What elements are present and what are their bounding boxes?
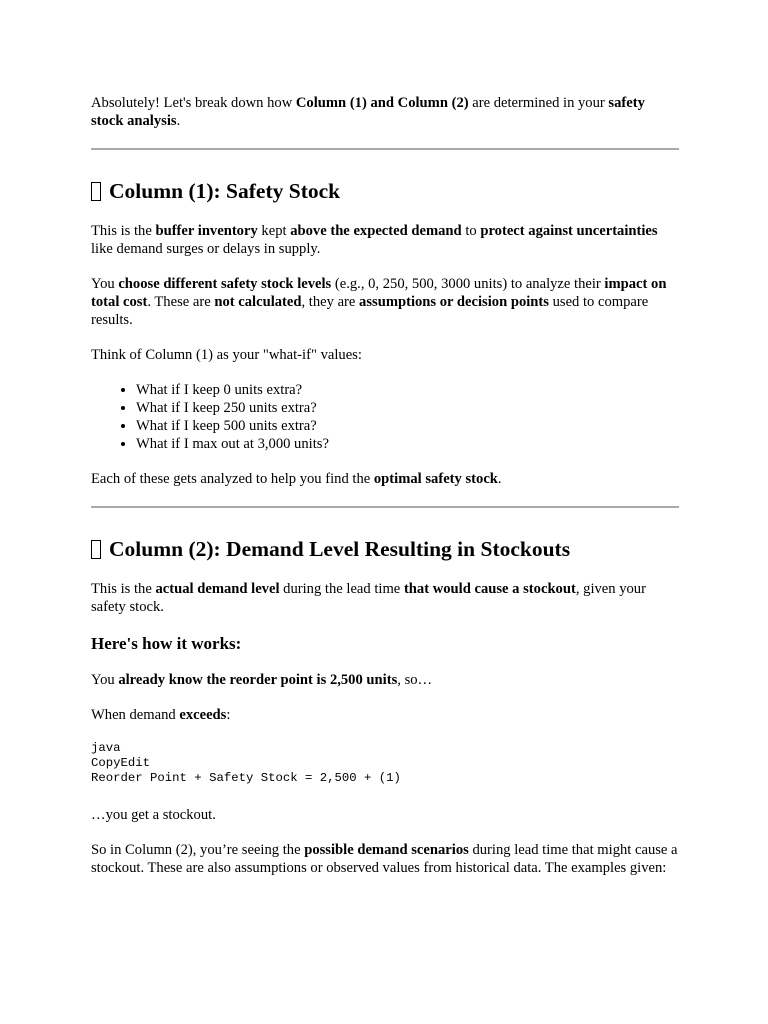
- text: Absolutely! Let's break down how: [91, 95, 296, 111]
- bold-text: possible demand scenarios: [304, 842, 469, 858]
- text: kept: [257, 223, 291, 239]
- text: So in Column (2), you’re seeing the: [91, 842, 305, 858]
- text: . These are: [147, 294, 215, 310]
- bold-text: protect against uncertainties: [480, 223, 658, 239]
- text: .: [176, 113, 181, 129]
- text: are determined in your: [468, 95, 609, 111]
- bold-text: optimal safety stock: [373, 471, 498, 487]
- list-item: • What if I keep 250 units extra?: [136, 399, 679, 417]
- what-if-list: [91, 381, 679, 453]
- bold-text: exceeds: [179, 707, 227, 723]
- text: :: [226, 707, 231, 723]
- text: This is the: [91, 581, 156, 597]
- text: like demand surges or delays in supply.: [91, 241, 321, 257]
- text: When demand: [91, 707, 180, 723]
- paragraph: [91, 222, 679, 258]
- paragraph: [91, 470, 679, 488]
- paragraph: Think of Column (1) as your "what-if" values:: [91, 347, 362, 363]
- code-line: Reorder Point + Safety Stock = 2,500 + (1): [91, 771, 401, 785]
- bold-text: that would cause a stockout: [403, 581, 576, 597]
- text: used to compare results.: [91, 294, 649, 328]
- paragraph: [91, 580, 679, 616]
- text: (e.g., 0, 250, 500, 3000 units) to analyze their: [331, 276, 605, 292]
- paragraph: [91, 671, 679, 689]
- section-heading-column-2: [91, 536, 679, 562]
- list-item: • What if I keep 500 units extra?: [136, 417, 679, 435]
- subheading: Here's how it works:: [91, 634, 242, 653]
- bold-text: assumptions or decision points: [359, 294, 549, 310]
- bold-text: buffer inventory: [155, 223, 258, 239]
- bold-text: already know the reorder point is 2,500 units: [118, 672, 398, 688]
- bold-text: above the expected demand: [290, 223, 462, 239]
- divider: [91, 148, 679, 150]
- text: during lead time that might cause a stockout. These are also assumptions or observed values from historical data. The examples given:: [91, 842, 678, 876]
- paragraph: [91, 706, 679, 724]
- section-heading-column-1: [91, 178, 679, 204]
- missing-glyph-icon: [91, 182, 101, 201]
- text: during the lead time: [279, 581, 404, 597]
- list-item: • What if I keep 0 units extra?: [136, 381, 679, 399]
- code-block: [91, 741, 679, 786]
- text: Each of these gets analyzed to help you find the: [91, 471, 374, 487]
- heading-text: Column (1): Safety Stock: [109, 179, 341, 203]
- text: , they are: [301, 294, 360, 310]
- text: .: [497, 471, 502, 487]
- bold-text: actual demand level: [155, 581, 280, 597]
- text: to: [461, 223, 481, 239]
- text: This is the: [91, 223, 156, 239]
- bold-text: not calculated: [214, 294, 302, 310]
- paragraph: [91, 841, 679, 877]
- copy-edit-label[interactable]: CopyEdit: [91, 756, 151, 770]
- heading-text: Column (2): Demand Level Resulting in Stockouts: [109, 537, 571, 561]
- missing-glyph-icon: [91, 540, 101, 559]
- document-content: [91, 94, 679, 894]
- text: , given your safety stock.: [91, 581, 646, 615]
- code-language-label: java: [91, 741, 121, 755]
- paragraph: …you get a stockout.: [91, 807, 216, 823]
- list-item: • What if I max out at 3,000 units?: [136, 435, 679, 453]
- bold-text: choose different safety stock levels: [118, 276, 332, 292]
- bold-text: safety stock analysis: [91, 95, 645, 129]
- bold-text: impact on total cost: [91, 276, 667, 310]
- text: , so…: [397, 672, 433, 688]
- divider: [91, 506, 679, 508]
- paragraph: [91, 275, 679, 329]
- text: You: [91, 672, 119, 688]
- intro-paragraph: [91, 94, 679, 130]
- text: You: [91, 276, 119, 292]
- bold-text: Column (1) and Column (2): [295, 95, 469, 111]
